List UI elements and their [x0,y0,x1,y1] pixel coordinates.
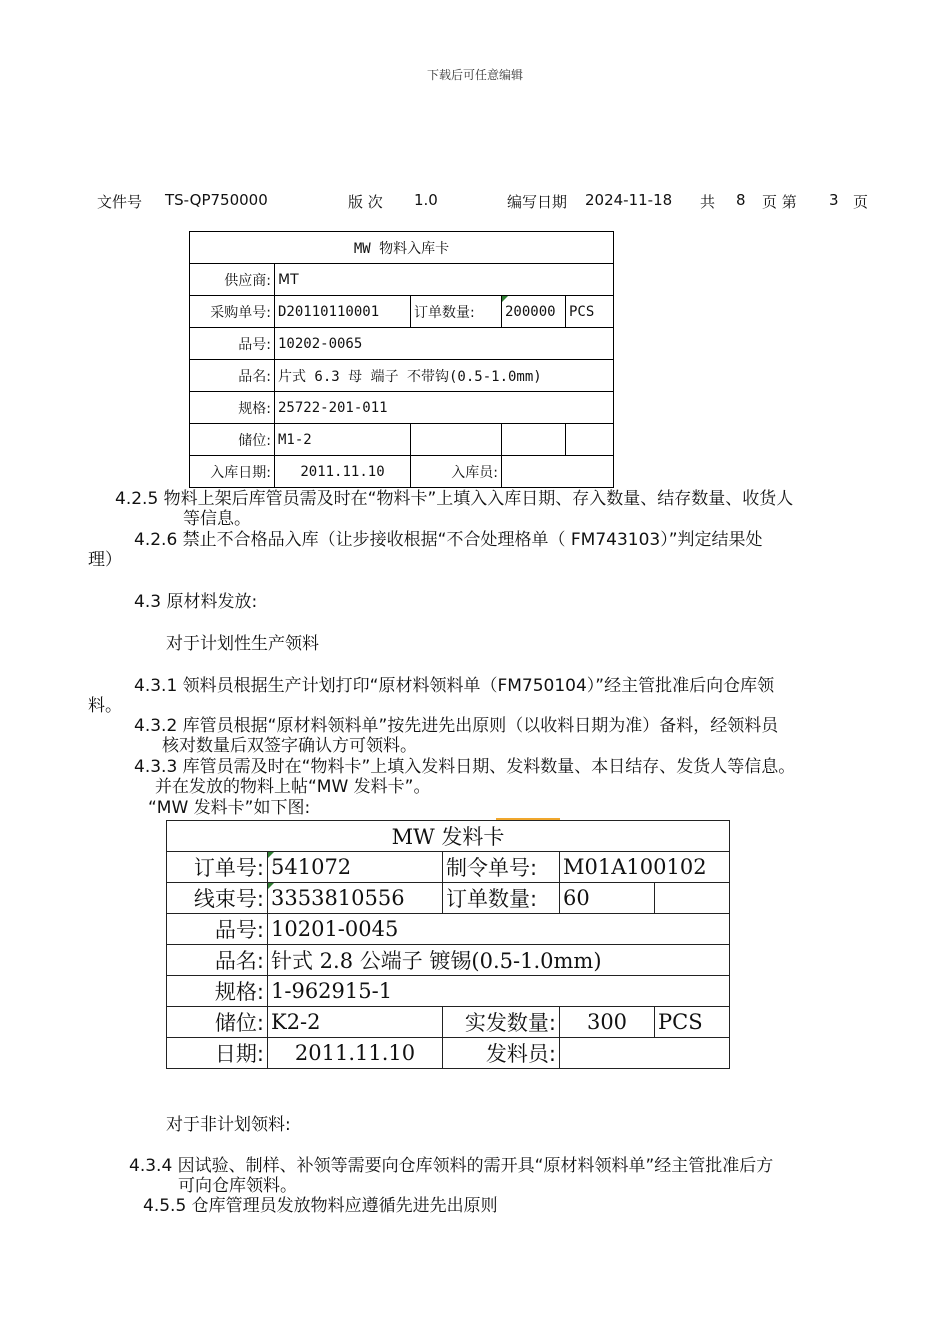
unit-value: PCS [655,1007,730,1038]
page-label: 页 第 [762,193,797,211]
comment-marker [268,852,274,858]
work-order-label: 制令单号: [443,852,560,883]
para-4-5-5: 4.5.5 仓库管理员发放物料应遵循先进先出原则 [143,1196,498,1216]
card-title: MW 发料卡 [167,821,730,852]
issued-qty-value: 300 [560,1007,655,1038]
material-issue-card [166,820,730,1069]
para-4-2-6-cont: 理） [88,550,122,570]
part-no-label: 品号: [190,328,275,360]
para-4-3-3-caption: “MW 发料卡”如下图: [148,798,311,818]
material-in-card [189,231,614,488]
page-no: 3 [829,191,839,209]
para-4-3-3: 4.3.3 库管员需及时在“物料卡”上填入发料日期、发料数量、本日结存、发货人等信息。 [134,757,796,777]
supplier-value: MT [275,264,614,296]
para-4-2-6: 4.2.6 禁止不合格品入库（让步接收根据“不合处理格单（ FM743103）”判定结果处 [134,530,763,550]
total-label: 共 [700,193,716,211]
date: 2024-11-18 [585,191,673,209]
comment-marker [502,296,508,302]
page-suffix: 页 [853,193,869,211]
name-value: 片式 6.3 母 端子 不带钩(0.5-1.0mm) [275,360,614,392]
part-no-value: 10202-0065 [275,328,614,360]
date-value: 2011.11.10 [268,1038,443,1069]
para-4-3-4-cont: 可向仓库领料。 [178,1176,297,1196]
para-4-3-3-cont: 并在发放的物料上帖“MW 发料卡”。 [155,777,431,797]
para-4-2-5: 4.2.5 物料上架后库管员需及时在“物料卡”上填入入库日期、存入数量、结存数量、收货人 [115,489,794,509]
order-no-value: 541072 [268,852,443,883]
para-4-3-2: 4.3.2 库管员根据“原材料领料单”按先进先出原则（以收料日期为准）备料，经领料员 [134,716,779,736]
order-qty-value: 60 [560,883,655,914]
order-qty-label: 订单数量: [411,296,502,328]
order-qty-value: 200000 [502,296,566,328]
version: 1.0 [414,191,438,209]
po-label: 采购单号: [190,296,275,328]
in-date-value: 2011.11.10 [275,456,411,488]
part-no-label: 品号: [167,914,268,945]
para-4-2-5-cont: 等信息。 [183,509,251,529]
issuer-label: 发料员: [443,1038,560,1069]
supplier-label: 供应商: [190,264,275,296]
total-pages: 8 [736,191,746,209]
spec-value: 25722-201-011 [275,392,614,424]
location-value: M1-2 [275,424,411,456]
para-4-3-1-cont: 料。 [88,696,122,716]
card-title: MW 物料入库卡 [190,232,614,264]
version-label: 版 次 [348,193,383,211]
spec-value: 1-962915-1 [268,976,730,1007]
file-no-label: 文件号 [97,193,143,211]
po-value: D20110110001 [275,296,411,328]
location-value: K2-2 [268,1007,443,1038]
issued-qty-label: 实发数量: [443,1007,560,1038]
empty-cell [411,424,502,456]
receiver-label: 入库员: [411,456,502,488]
spec-label: 规格: [190,392,275,424]
comment-marker [268,883,274,889]
name-label: 品名: [190,360,275,392]
para-4-3-1: 4.3.1 领料员根据生产计划打印“原材料领料单（FM750104）”经主管批准后向仓库领 [134,676,775,696]
work-order-value: M01A100102 [560,852,730,883]
location-label: 储位: [190,424,275,456]
file-no: TS-QP750000 [165,191,268,209]
download-note: 下载后可任意编辑 [426,68,523,82]
empty-cell [655,883,730,914]
date-label: 日期: [167,1038,268,1069]
empty-cell [502,424,566,456]
para-4-3: 4.3 原材料发放: [134,592,258,612]
unit-value: PCS [566,296,614,328]
name-value: 针式 2.8 公端子 镀锡(0.5-1.0mm) [268,945,730,976]
issuer-value [560,1038,730,1069]
part-no-value: 10201-0045 [268,914,730,945]
name-label: 品名: [167,945,268,976]
in-date-label: 入库日期: [190,456,275,488]
para-planned: 对于计划性生产领料 [166,634,319,654]
harness-value: 3353810556 [268,883,443,914]
para-4-3-2-cont: 核对数量后双签字确认方可领料。 [162,736,417,756]
location-label: 储位: [167,1007,268,1038]
order-qty-label: 订单数量: [443,883,560,914]
date-label: 编写日期 [507,193,568,211]
harness-label: 线束号: [167,883,268,914]
order-no-label: 订单号: [167,852,268,883]
para-4-3-4: 4.3.4 因试验、制样、补领等需要向仓库领料的需开具“原材料领料单”经主管批准后方 [129,1156,774,1176]
receiver-value [502,456,614,488]
empty-cell [566,424,614,456]
spec-label: 规格: [167,976,268,1007]
para-unplanned: 对于非计划领料: [166,1115,291,1135]
